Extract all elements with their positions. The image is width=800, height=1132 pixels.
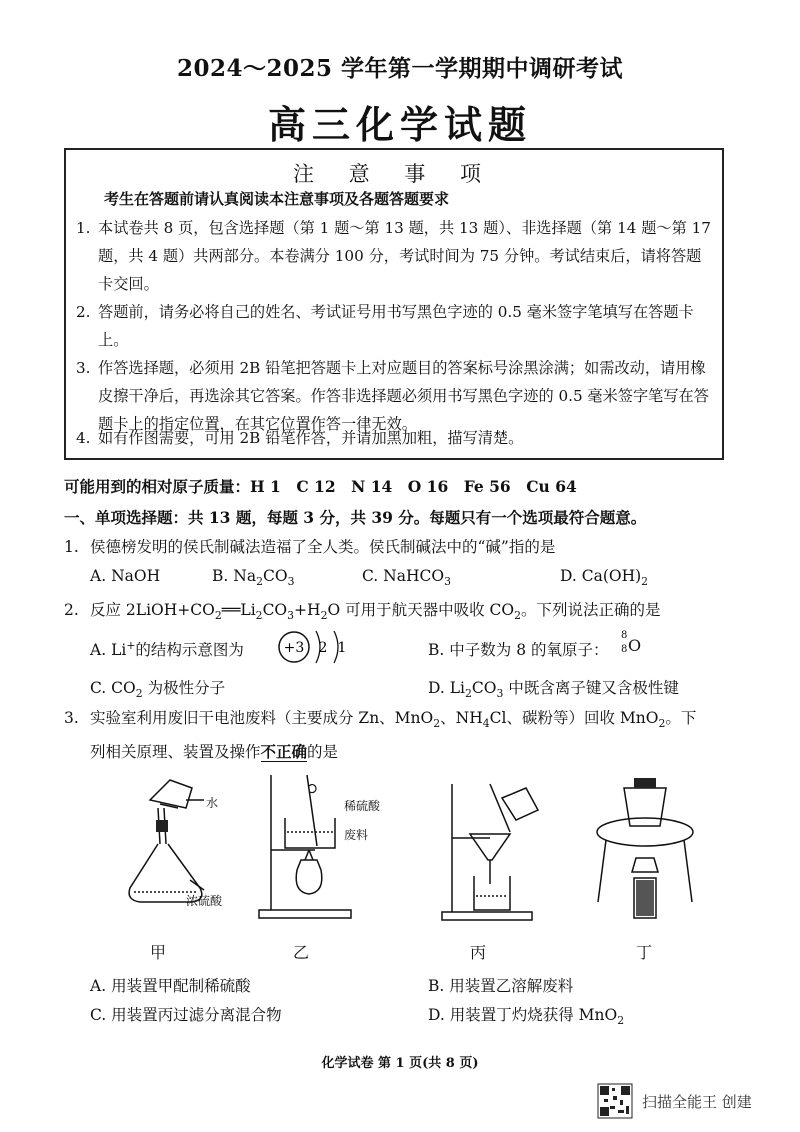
q1-option-d: D. $Ca(OH)_2$: [560, 567, 649, 589]
notice-box: [64, 148, 724, 460]
notice-item-text: 本试卷共 8 页，包含选择题（第 1 题～第 13 题，共 13 题）、非选择题（第 14 题～第 17 题，共 4 题）共两部分。本卷满分 100 分，考试时间为 75 分钟。考试结束后，请将答题卡交回。: [98, 219, 711, 293]
question-2-stem: 2. 反应 $2LiOH+CO_2══Li_2CO_3+H_2O$ 可用于航天器中吸收 $CO_2$。下列说法正确的是: [64, 601, 661, 623]
scanner-watermark: 扫描全能王 创建: [642, 1093, 752, 1111]
apparatus-bing: [440, 780, 550, 925]
notice-item-number: 2.: [76, 303, 91, 321]
label-yi: 乙: [292, 943, 309, 962]
label-dilute-acid: 稀硫酸: [344, 799, 381, 813]
nuclide-mass-number: 8: [621, 630, 628, 641]
nuclide-atomic-number: 8: [621, 644, 628, 655]
atomic-masses: 可能用到的相对原子质量：H 1 C 12 N 14 O 16 Fe 56 Cu 64: [64, 477, 577, 496]
shell-1-electrons: 2: [318, 640, 328, 656]
notice-item-number: 4.: [76, 429, 91, 447]
label-concentrated-acid: 浓硫酸: [186, 894, 223, 908]
q2-option-a: A. Li+的结构示意图为: [90, 638, 244, 659]
notice-item-4: [76, 424, 716, 452]
label-jia: 甲: [149, 943, 166, 962]
page-footer: 化学试卷 第 1 页(共 8 页): [321, 1056, 479, 1071]
notice-item-1: [76, 214, 716, 298]
label-ding: 丁: [635, 943, 652, 962]
q2-option-b: B. 中子数为 8 的氧原子：: [428, 641, 609, 659]
notice-item-text: 如有作图需要，可用 2B 铅笔作答，并请加黑加粗，描写清楚。: [98, 429, 524, 447]
notice-item-2: [76, 298, 716, 354]
notice-item-text: 作答选择题，必须用 2B 铅笔把答题卡上对应题目的答案标号涂黑涂满；如需改动，请用橡皮擦干净后，再选涂其它答案。作答非选择题必须用书写黑色字迹的 0.5 毫米签字笔写在答题卡上的指定位置，在其它位置作答一律无效。: [98, 359, 709, 433]
notice-item-number: 1.: [76, 219, 91, 237]
q3-option-b: B. 用装置乙溶解废料: [428, 977, 574, 995]
question-number: 1.: [64, 538, 79, 556]
apparatus-yi: [255, 770, 365, 925]
nuclide-symbol: O: [628, 636, 642, 655]
shell-2-electrons: 1: [337, 640, 347, 656]
q2-option-d: D. $Li_2CO_3$ 中既含离子键又含极性键: [428, 679, 679, 701]
qr-code-icon: [598, 1084, 632, 1118]
label-waste: 废料: [344, 828, 369, 842]
atomic-structure-diagram: [276, 625, 356, 669]
q1-option-c: C. NaHCO$_3$: [362, 567, 451, 589]
q1-option-b: B. $Na_2CO_3$: [212, 567, 295, 589]
question-3-stem: 3. 实验室利用废旧干电池废料（主要成分 Zn、MnO$_2$、$NH_4Cl$、碳粉等）回收 MnO$_2$。下 列相关原理、装置及操作不正确的是: [64, 709, 697, 762]
question-text: 侯德榜发明的侯氏制碱法造福了全人类。侯氏制碱法中的“碱”指的是: [90, 538, 556, 556]
notice-heading: 注 意 事 项: [292, 162, 496, 186]
q2-option-c: C. $CO_2$ 为极性分子: [90, 679, 226, 701]
q3-option-d: D. 用装置丁灼烧获得 MnO$_2$: [428, 1006, 625, 1028]
label-bing: 丙: [469, 943, 486, 962]
q1-option-a: A. NaOH: [90, 567, 161, 585]
notice-intro: 考生在答题前请认真阅读本注意事项及各题答题要求: [104, 190, 450, 208]
notice-item-number: 3.: [76, 359, 91, 377]
apparatus-ding: [590, 768, 700, 928]
paper-title: 高三化学试题: [267, 103, 532, 147]
question-1-stem: [64, 533, 744, 561]
q3-option-c: C. 用装置丙过滤分离混合物: [90, 1006, 282, 1024]
notice-item-text: 答题前，请务必将自己的姓名、考试证号用书写黑色字迹的 0.5 毫米签字笔填写在答题卡上。: [98, 303, 694, 349]
exam-title: 2024～2025 学年第一学期期中调研考试: [176, 55, 624, 82]
label-water: 水: [206, 796, 219, 810]
nucleus-charge: +3: [283, 640, 305, 656]
q3-option-a: A. 用装置甲配制稀硫酸: [90, 977, 251, 995]
section-heading: 一、单项选择题：共 13 题，每题 3 分，共 39 分。每题只有一个选项最符合题意。: [64, 508, 647, 527]
